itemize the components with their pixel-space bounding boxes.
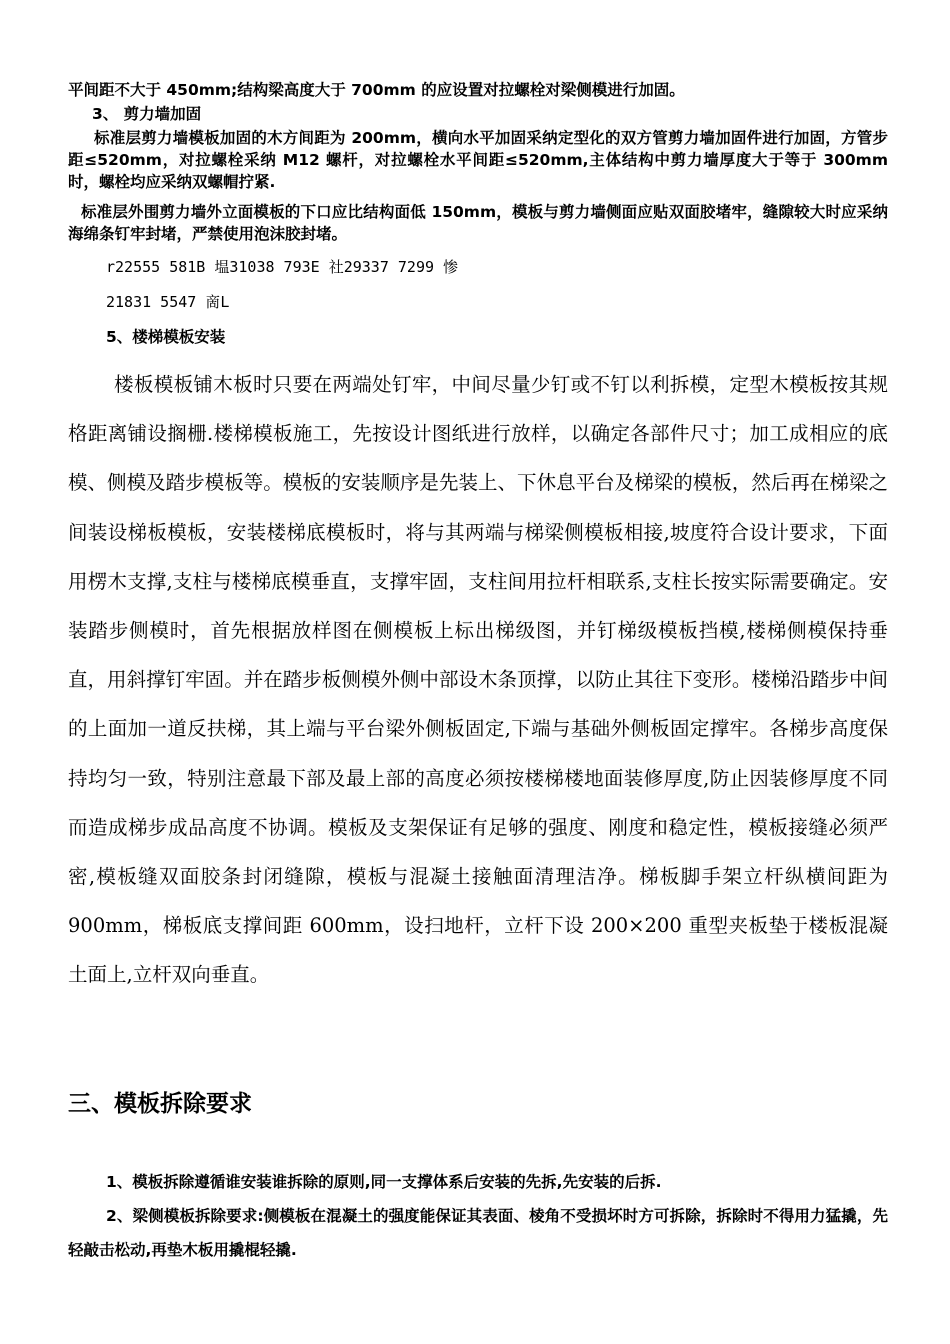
removal-item-1: 1、模板拆除遵循谁安装谁拆除的原则,同一支撑体系后安装的先拆,先安装的后拆. [106,1173,662,1191]
paragraph-wall-exterior: 标准层外围剪力墙外立面模板的下口应比结构面低 150mm，模板与剪力墙侧面应贴双面胶堵牢，缝隙较大时应采纳海绵条钉牢封堵，严禁使用泡沫胶封堵。 [68,203,888,243]
section-5-title: 5、楼梯模板安装 [106,328,226,346]
paragraph-wall-reinforcement: 标准层剪力墙模板加固的木方间距为 200mm，横向水平加固采纳定型化的双方管剪力墙加固件进行加固，方管步距≤520mm，对拉螺栓采纳 M12 螺杆，对拉螺栓水平间距≤520mm,主体结构中剪力墙厚度大于等于 300mm 时，螺栓均应采纳双螺帽拧紧. [68,129,888,191]
heading-formwork-removal: 三、模板拆除要求 [68,1091,252,1117]
garbled-code-line-1: r22555 581B 塭31038 793E 社29337 7299 惨 [106,258,459,276]
removal-item-2: 2、梁侧模板拆除要求:侧模板在混凝土的强度能保证其表面、棱角不受损坏时方可拆除，拆除时不得用力猛撬，先轻敲击松动,再垫木板用撬棍轻撬. [68,1207,888,1259]
paragraph-top: 平间距不大于 450mm;结构梁高度大于 700mm 的应设置对拉螺栓对梁侧模进行加固。 [68,81,685,99]
paragraph-stair-formwork: 楼板模板铺木板时只要在两端处钉牢，中间尽量少钉或不钉以利拆模，定型木模板按其规格距离铺设搁栅.楼梯模板施工，先按设计图纸进行放样，以确定各部件尺寸；加工成相应的底模、侧模及踏步模板等。模板的安装顺序是先装上、下休息平台及梯梁的模板，然后再在梯梁之间装设梯板模板，安装楼梯底模板时，将与其两端与梯梁侧模板相接,坡度符合设计要求，下面用楞木支撑,支柱与楼梯底模垂直，支撑牢固，支柱间用拉杆相联系,支柱长按实际需要确定。安装踏步侧模时，首先根据放样图在侧模板上标出梯级图，并钉梯级模板挡模,楼梯侧模保持垂直，用斜撑钉牢固。并在踏步板侧模外侧中部设木条顶撑，以防止其往下变形。楼梯沿踏步中间的上面加一道反扶梯，其上端与平台梁外侧板固定,下端与基础外侧板固定撑牢。各梯步高度保持均匀一致，特别注意最下部及最上部的高度必须按楼梯楼地面装修厚度,防止因装修厚度不同而造成梯步成品高度不协调。模板及支架保证有足够的强度、刚度和稳定性，模板接缝必须严密,模板缝双面胶条封闭缝隙，模板与混凝土接触面清理洁净。梯板脚手架立杆纵横间距为 900mm，梯板底支撑间距 600mm，设扫地杆，立杆下设 200×200 重型夹板垫于楼板混凝土面上,立杆双向垂直。 [68,373,888,987]
section-3-title: 3、 剪力墙加固 [92,105,202,123]
garbled-code-line-2: 21831 5547 啇L [106,293,230,311]
